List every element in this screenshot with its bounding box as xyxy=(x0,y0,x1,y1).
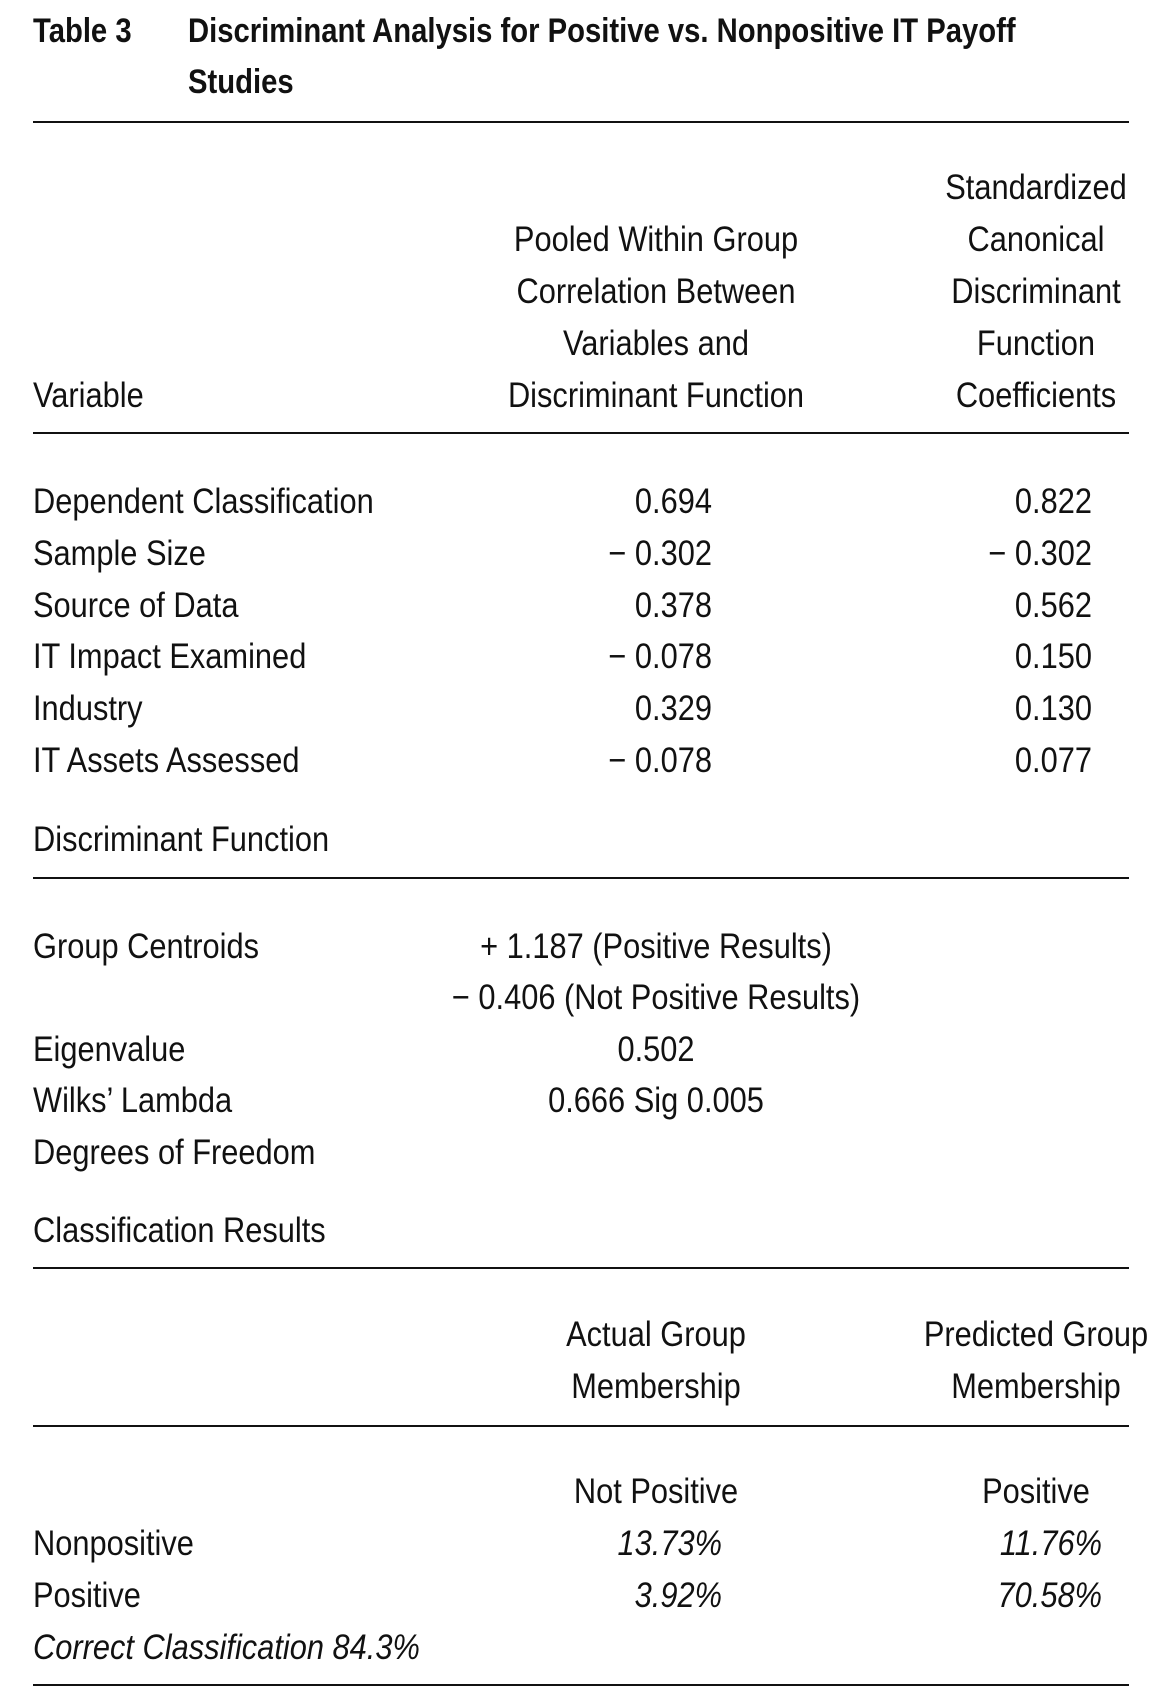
eigenvalue-label: Eigenvalue xyxy=(33,1030,186,1069)
actual-group-header-line1: Actual Group xyxy=(566,1315,746,1354)
row-label: Dependent Classification xyxy=(33,482,374,521)
col1-header-line3: Variables and xyxy=(562,324,750,363)
row-label: IT Assets Assessed xyxy=(33,741,300,780)
predicted-group-header-line2: Membership xyxy=(951,1367,1121,1406)
col1-header-line1: Pooled Within Group xyxy=(513,220,799,259)
col2-header-line2: Canonical xyxy=(967,220,1105,259)
row-label: IT Impact Examined xyxy=(33,637,307,676)
positive-header: Positive xyxy=(982,1472,1090,1511)
classification-not-positive-value: 3.92% xyxy=(634,1576,722,1615)
col1-header-line4: Discriminant Function xyxy=(507,376,805,415)
row-coef: 0.822 xyxy=(1014,482,1092,521)
classification-row-label: Positive xyxy=(33,1576,141,1615)
col2-header-line5: Coefficients xyxy=(955,376,1117,415)
col2-header-line3: Discriminant xyxy=(951,272,1121,311)
not-positive-header: Not Positive xyxy=(573,1472,739,1511)
classification-positive-value: 70.58% xyxy=(997,1576,1102,1615)
centroid-not-positive: − 0.406 (Not Positive Results) xyxy=(451,978,861,1017)
row-corr: − 0.078 xyxy=(608,637,712,676)
bottom-rule xyxy=(33,1684,1129,1686)
correct-classification: Correct Classification 84.3% xyxy=(33,1628,420,1667)
discriminant-rule xyxy=(33,877,1129,879)
variable-header: Variable xyxy=(33,376,144,415)
row-label: Industry xyxy=(33,689,143,728)
classification-heading: Classification Results xyxy=(33,1211,326,1250)
classification-rule xyxy=(33,1267,1129,1269)
col2-header-line4: Function xyxy=(976,324,1096,363)
eigenvalue-value: 0.502 xyxy=(617,1030,695,1069)
row-coef: 0.130 xyxy=(1014,689,1092,728)
centroid-positive: + 1.187 (Positive Results) xyxy=(480,927,832,966)
row-coef: 0.077 xyxy=(1014,741,1092,780)
col2-header-line1: Standardized xyxy=(945,168,1127,207)
top-rule xyxy=(33,121,1129,123)
row-coef: − 0.302 xyxy=(988,534,1092,573)
wilks-lambda-label: Wilks’ Lambda xyxy=(33,1081,233,1120)
wilks-lambda-value: 0.666 Sig 0.005 xyxy=(548,1081,764,1120)
row-corr: − 0.078 xyxy=(608,741,712,780)
discriminant-function-heading: Discriminant Function xyxy=(33,820,330,859)
col1-header-line2: Correlation Between xyxy=(516,272,796,311)
actual-group-header-line2: Membership xyxy=(571,1367,741,1406)
classification-positive-value: 11.76% xyxy=(999,1524,1102,1563)
row-corr: − 0.302 xyxy=(608,534,712,573)
row-corr: 0.329 xyxy=(634,689,712,728)
header-rule xyxy=(33,432,1129,434)
predicted-group-header-line1: Predicted Group xyxy=(923,1315,1149,1354)
row-corr: 0.378 xyxy=(634,586,712,625)
row-label: Source of Data xyxy=(33,586,239,625)
row-coef: 0.562 xyxy=(1014,586,1092,625)
group-centroids-label: Group Centroids xyxy=(33,927,259,966)
classification-row-label: Nonpositive xyxy=(33,1524,194,1563)
row-corr: 0.694 xyxy=(634,482,712,521)
classification-not-positive-value: 13.73% xyxy=(617,1524,722,1563)
table-title-line1: Discriminant Analysis for Positive vs. Nonpositive IT Payoff xyxy=(188,12,1016,50)
degrees-of-freedom-label: Degrees of Freedom xyxy=(33,1133,316,1172)
table-label: Table 3 xyxy=(33,12,132,50)
row-label: Sample Size xyxy=(33,534,206,573)
table-title-line2: Studies xyxy=(188,63,294,101)
row-coef: 0.150 xyxy=(1014,637,1092,676)
classification-header-rule xyxy=(33,1425,1129,1427)
